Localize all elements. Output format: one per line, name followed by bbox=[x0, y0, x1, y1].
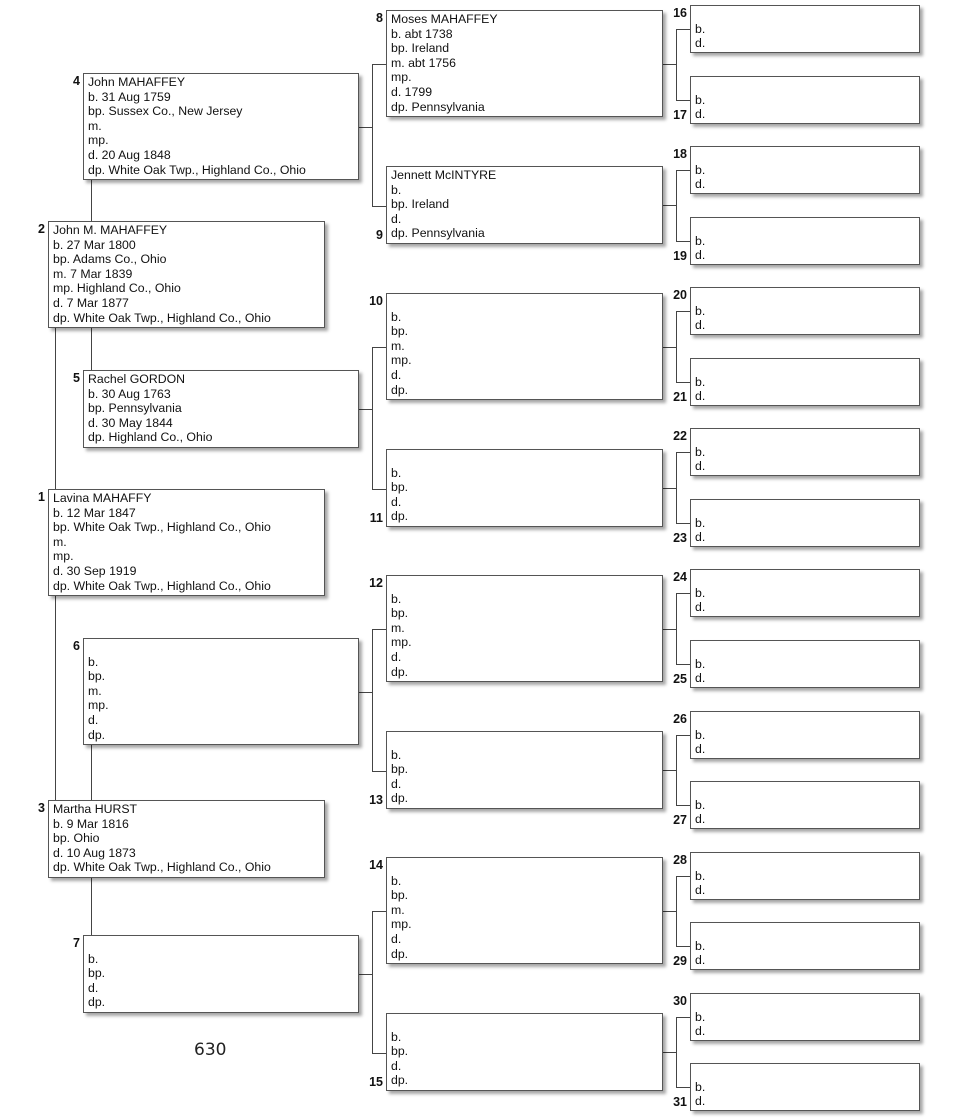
person-box-23[interactable] bbox=[690, 499, 920, 547]
connector-line bbox=[676, 593, 690, 594]
person-fact: d. bbox=[695, 1024, 706, 1039]
connector-line bbox=[372, 911, 373, 1054]
person-name: Rachel GORDON bbox=[88, 372, 186, 386]
connector-line bbox=[663, 488, 676, 489]
ahnentafel-number: 29 bbox=[673, 954, 687, 968]
ahnentafel-number: 17 bbox=[673, 108, 687, 122]
person-fact: b. bbox=[695, 444, 706, 459]
person-fact: b. 30 Aug 1763 bbox=[88, 386, 171, 401]
person-box-16[interactable] bbox=[690, 5, 920, 53]
person-name bbox=[391, 733, 662, 748]
person-name bbox=[695, 783, 919, 798]
person-fact: d. bbox=[695, 459, 706, 474]
person-box-8[interactable] bbox=[386, 10, 663, 117]
connector-line bbox=[372, 347, 386, 348]
connector-line bbox=[372, 64, 386, 65]
person-name bbox=[695, 995, 919, 1010]
person-fact: b. bbox=[695, 585, 706, 600]
person-fact: b. bbox=[695, 938, 706, 953]
person-box-9[interactable] bbox=[386, 166, 663, 244]
ahnentafel-number: 1 bbox=[38, 490, 45, 504]
person-fact: d. bbox=[695, 389, 706, 404]
person-fact: m. bbox=[391, 620, 405, 635]
person-box-5[interactable] bbox=[83, 370, 359, 448]
person-name bbox=[695, 854, 919, 869]
person-fact: mp. bbox=[391, 917, 412, 932]
person-box-13[interactable] bbox=[386, 731, 663, 809]
person-box-14[interactable] bbox=[386, 857, 663, 964]
connector-line bbox=[372, 347, 373, 490]
connector-line bbox=[676, 311, 690, 312]
connector-line bbox=[359, 409, 372, 410]
person-fact: b. 31 Aug 1759 bbox=[88, 89, 171, 104]
connector-line bbox=[372, 629, 373, 772]
person-box-18[interactable] bbox=[690, 146, 920, 194]
person-name bbox=[695, 642, 919, 657]
person-fact: d. bbox=[695, 883, 706, 898]
ahnentafel-number: 19 bbox=[673, 249, 687, 263]
connector-line bbox=[676, 311, 677, 383]
person-fact: b. bbox=[88, 951, 99, 966]
person-fact: b. bbox=[695, 92, 706, 107]
ahnentafel-number: 10 bbox=[369, 294, 383, 308]
connector-line bbox=[676, 876, 690, 877]
person-fact: dp. White Oak Twp., Highland Co., Ohio bbox=[53, 860, 271, 875]
person-fact: d. 30 May 1844 bbox=[88, 415, 173, 430]
ahnentafel-number: 11 bbox=[369, 511, 383, 525]
person-fact: b. bbox=[695, 303, 706, 318]
connector-line bbox=[359, 692, 372, 693]
person-fact: bp. bbox=[88, 669, 106, 684]
person-fact: bp. bbox=[88, 966, 106, 981]
connector-line bbox=[372, 771, 386, 772]
person-box-30[interactable] bbox=[690, 993, 920, 1041]
person-box-4[interactable] bbox=[83, 73, 359, 180]
person-fact: mp. bbox=[88, 698, 109, 713]
person-fact: bp. bbox=[391, 762, 409, 777]
person-fact: b. 27 Mar 1800 bbox=[53, 237, 136, 252]
person-fact: mp. bbox=[391, 70, 412, 85]
connector-line bbox=[676, 805, 690, 806]
person-fact: d. bbox=[695, 318, 706, 333]
person-box-27[interactable] bbox=[690, 781, 920, 829]
person-fact: d. bbox=[391, 1058, 402, 1073]
connector-line bbox=[676, 100, 690, 101]
person-box-24[interactable] bbox=[690, 569, 920, 617]
person-fact: m. bbox=[391, 902, 405, 917]
person-fact: d. bbox=[695, 36, 706, 51]
person-name: Moses MAHAFFEY bbox=[391, 12, 498, 26]
person-fact: d. bbox=[88, 980, 99, 995]
person-fact: b. bbox=[695, 656, 706, 671]
person-name bbox=[695, 501, 919, 516]
person-fact: dp. bbox=[391, 791, 409, 806]
person-fact: m. 7 Mar 1839 bbox=[53, 266, 133, 281]
connector-line bbox=[676, 452, 690, 453]
person-fact: bp. bbox=[391, 888, 409, 903]
person-fact: dp. bbox=[391, 664, 409, 679]
ahnentafel-number: 21 bbox=[673, 390, 687, 404]
connector-line bbox=[676, 170, 677, 242]
person-name bbox=[695, 7, 919, 22]
person-fact: b. bbox=[695, 797, 706, 812]
connector-line bbox=[663, 64, 676, 65]
connector-line bbox=[372, 629, 386, 630]
person-fact: d. bbox=[695, 530, 706, 545]
person-fact: d. bbox=[695, 953, 706, 968]
connector-line bbox=[676, 1087, 690, 1088]
person-fact: b. bbox=[695, 374, 706, 389]
person-fact: b. bbox=[391, 309, 402, 324]
person-name: John M. MAHAFFEY bbox=[53, 223, 168, 237]
connector-line bbox=[676, 593, 677, 665]
person-fact: bp. Ireland bbox=[391, 41, 450, 56]
person-name: Lavina MAHAFFY bbox=[53, 491, 152, 505]
person-fact: d. bbox=[391, 649, 402, 664]
person-fact: bp. Pennsylvania bbox=[88, 401, 182, 416]
person-fact: b. bbox=[695, 515, 706, 530]
person-fact: bp. bbox=[391, 324, 409, 339]
person-fact: d. bbox=[391, 211, 402, 226]
person-fact: d. bbox=[695, 107, 706, 122]
person-name bbox=[695, 148, 919, 163]
person-fact: bp. White Oak Twp., Highland Co., Ohio bbox=[53, 520, 271, 535]
person-box-29[interactable] bbox=[690, 922, 920, 970]
person-box-6[interactable] bbox=[83, 638, 359, 745]
connector-line bbox=[372, 206, 386, 207]
person-name: Jennett McINTYRE bbox=[391, 168, 497, 182]
person-fact: m. bbox=[88, 683, 102, 698]
ahnentafel-number: 28 bbox=[673, 853, 687, 867]
ahnentafel-number: 31 bbox=[673, 1095, 687, 1109]
person-fact: b. bbox=[88, 654, 99, 669]
connector-line bbox=[676, 1017, 677, 1088]
person-fact: d. bbox=[391, 776, 402, 791]
ahnentafel-number: 23 bbox=[673, 531, 687, 545]
person-fact: dp. White Oak Twp., Highland Co., Ohio bbox=[53, 310, 271, 325]
person-fact: d. bbox=[695, 248, 706, 263]
connector-line bbox=[676, 876, 677, 947]
person-name bbox=[88, 937, 358, 952]
connector-line bbox=[663, 911, 676, 912]
person-fact: mp. bbox=[391, 635, 412, 650]
connector-line bbox=[676, 29, 677, 101]
person-name bbox=[695, 360, 919, 375]
person-fact: d. 1799 bbox=[391, 84, 433, 99]
person-box-22[interactable] bbox=[690, 428, 920, 476]
connector-line bbox=[372, 911, 386, 912]
person-box-26[interactable] bbox=[690, 711, 920, 759]
person-fact: mp. bbox=[391, 353, 412, 368]
person-fact: bp. Ohio bbox=[53, 831, 100, 846]
person-fact: bp. Sussex Co., New Jersey bbox=[88, 104, 243, 119]
person-fact: d. bbox=[695, 600, 706, 615]
person-fact: b. bbox=[695, 233, 706, 248]
person-fact: d. 7 Mar 1877 bbox=[53, 295, 129, 310]
person-box-12[interactable] bbox=[386, 575, 663, 682]
person-fact: b. bbox=[695, 162, 706, 177]
ahnentafel-number: 25 bbox=[673, 672, 687, 686]
ahnentafel-number: 24 bbox=[673, 570, 687, 584]
person-name bbox=[695, 219, 919, 234]
ahnentafel-number: 16 bbox=[673, 6, 687, 20]
person-box-15[interactable] bbox=[386, 1013, 663, 1091]
ahnentafel-number: 18 bbox=[673, 147, 687, 161]
person-box-21[interactable] bbox=[690, 358, 920, 406]
person-fact: dp. bbox=[88, 727, 106, 742]
person-name bbox=[391, 859, 662, 874]
connector-line bbox=[372, 1053, 386, 1054]
person-name: John MAHAFFEY bbox=[88, 75, 186, 89]
person-fact: b. bbox=[391, 591, 402, 606]
person-fact: m. bbox=[88, 118, 102, 133]
connector-line bbox=[663, 1052, 676, 1053]
person-fact: dp. Pennsylvania bbox=[391, 99, 485, 114]
person-fact: b. bbox=[695, 868, 706, 883]
person-box-10[interactable] bbox=[386, 293, 663, 400]
person-box-17[interactable] bbox=[690, 76, 920, 124]
person-fact: b. bbox=[695, 1009, 706, 1024]
page-number: 630 bbox=[194, 1040, 227, 1060]
person-fact: dp. Highland Co., Ohio bbox=[88, 430, 213, 445]
person-fact: d. bbox=[695, 177, 706, 192]
person-fact: b. bbox=[391, 182, 402, 197]
person-name bbox=[695, 571, 919, 586]
person-name bbox=[391, 451, 662, 466]
person-box-1[interactable] bbox=[48, 489, 325, 596]
person-name bbox=[391, 577, 662, 592]
person-fact: d. bbox=[695, 671, 706, 686]
person-fact: b. bbox=[391, 747, 402, 762]
ahnentafel-number: 20 bbox=[673, 288, 687, 302]
connector-line bbox=[663, 770, 676, 771]
ahnentafel-number: 26 bbox=[673, 712, 687, 726]
connector-line bbox=[676, 29, 690, 30]
person-fact: b. bbox=[695, 1079, 706, 1094]
connector-line bbox=[676, 1017, 690, 1018]
person-box-3[interactable] bbox=[48, 800, 325, 878]
ahnentafel-number: 13 bbox=[369, 793, 383, 807]
connector-line bbox=[663, 629, 676, 630]
ahnentafel-number: 14 bbox=[369, 858, 383, 872]
person-name bbox=[695, 713, 919, 728]
connector-line bbox=[372, 489, 386, 490]
person-name bbox=[695, 289, 919, 304]
person-fact: dp. bbox=[88, 995, 106, 1010]
person-fact: d. bbox=[695, 742, 706, 757]
person-box-28[interactable] bbox=[690, 852, 920, 900]
person-box-19[interactable] bbox=[690, 217, 920, 265]
connector-line bbox=[676, 382, 690, 383]
connector-line bbox=[676, 523, 690, 524]
person-box-25[interactable] bbox=[690, 640, 920, 688]
person-fact: d. bbox=[695, 1094, 706, 1109]
person-box-11[interactable] bbox=[386, 449, 663, 527]
person-box-20[interactable] bbox=[690, 287, 920, 335]
person-fact: b. bbox=[695, 21, 706, 36]
person-fact: m. bbox=[391, 338, 405, 353]
person-fact: d. bbox=[88, 712, 99, 727]
person-fact: d. bbox=[695, 812, 706, 827]
ahnentafel-number: 9 bbox=[376, 228, 383, 242]
person-fact: dp. White Oak Twp., Highland Co., Ohio bbox=[88, 162, 306, 177]
person-fact: bp. Adams Co., Ohio bbox=[53, 252, 167, 267]
person-box-7[interactable] bbox=[83, 935, 359, 1013]
person-fact: d. 20 Aug 1848 bbox=[88, 147, 171, 162]
person-fact: dp. Pennsylvania bbox=[391, 226, 485, 241]
person-fact: dp. bbox=[391, 382, 409, 397]
ahnentafel-number: 15 bbox=[369, 1075, 383, 1089]
person-fact: b. bbox=[391, 873, 402, 888]
person-fact: m. bbox=[53, 534, 67, 549]
person-fact: dp. White Oak Twp., Highland Co., Ohio bbox=[53, 578, 271, 593]
ahnentafel-number: 8 bbox=[376, 11, 383, 25]
person-fact: b. bbox=[391, 1029, 402, 1044]
person-fact: b. 9 Mar 1816 bbox=[53, 816, 129, 831]
person-fact: bp. bbox=[391, 480, 409, 495]
person-box-2[interactable] bbox=[48, 221, 325, 328]
person-fact: bp. bbox=[391, 1044, 409, 1059]
connector-line bbox=[676, 735, 690, 736]
person-fact: b. bbox=[391, 465, 402, 480]
person-fact: dp. bbox=[391, 946, 409, 961]
person-name bbox=[88, 640, 358, 655]
ahnentafel-number: 12 bbox=[369, 576, 383, 590]
person-name bbox=[695, 78, 919, 93]
person-fact: d. 10 Aug 1873 bbox=[53, 845, 136, 860]
person-box-31[interactable] bbox=[690, 1063, 920, 1111]
person-fact: m. abt 1756 bbox=[391, 55, 456, 70]
person-fact: dp. bbox=[391, 509, 409, 524]
connector-line bbox=[676, 735, 677, 806]
connector-line bbox=[676, 664, 690, 665]
ahnentafel-number: 4 bbox=[73, 74, 80, 88]
person-name bbox=[695, 924, 919, 939]
ahnentafel-number: 2 bbox=[38, 222, 45, 236]
ahnentafel-number: 3 bbox=[38, 801, 45, 815]
person-fact: b. bbox=[695, 727, 706, 742]
person-fact: mp. Highland Co., Ohio bbox=[53, 281, 181, 296]
person-name bbox=[695, 1065, 919, 1080]
connector-line bbox=[663, 347, 676, 348]
person-fact: dp. bbox=[391, 1073, 409, 1088]
ahnentafel-number: 5 bbox=[73, 371, 80, 385]
ahnentafel-number: 30 bbox=[673, 994, 687, 1008]
person-fact: d. bbox=[391, 494, 402, 509]
connector-line bbox=[359, 127, 372, 128]
person-name bbox=[391, 295, 662, 310]
person-name: Martha HURST bbox=[53, 802, 138, 816]
connector-line bbox=[676, 170, 690, 171]
connector-line bbox=[676, 241, 690, 242]
person-name bbox=[391, 1015, 662, 1030]
person-name bbox=[695, 430, 919, 445]
person-fact: mp. bbox=[88, 133, 109, 148]
person-fact: d. 30 Sep 1919 bbox=[53, 563, 137, 578]
person-fact: bp. Ireland bbox=[391, 197, 450, 212]
ahnentafel-number: 6 bbox=[73, 639, 80, 653]
person-fact: b. abt 1738 bbox=[391, 26, 453, 41]
connector-line bbox=[359, 974, 372, 975]
ahnentafel-number: 22 bbox=[673, 429, 687, 443]
ahnentafel-number: 7 bbox=[73, 936, 80, 950]
person-fact: b. 12 Mar 1847 bbox=[53, 505, 136, 520]
connector-line bbox=[372, 64, 373, 207]
person-fact: d. bbox=[391, 367, 402, 382]
connector-line bbox=[663, 205, 676, 206]
connector-line bbox=[676, 452, 677, 524]
person-fact: bp. bbox=[391, 606, 409, 621]
person-fact: mp. bbox=[53, 549, 74, 564]
connector-line bbox=[676, 946, 690, 947]
ahnentafel-number: 27 bbox=[673, 813, 687, 827]
person-fact: d. bbox=[391, 931, 402, 946]
